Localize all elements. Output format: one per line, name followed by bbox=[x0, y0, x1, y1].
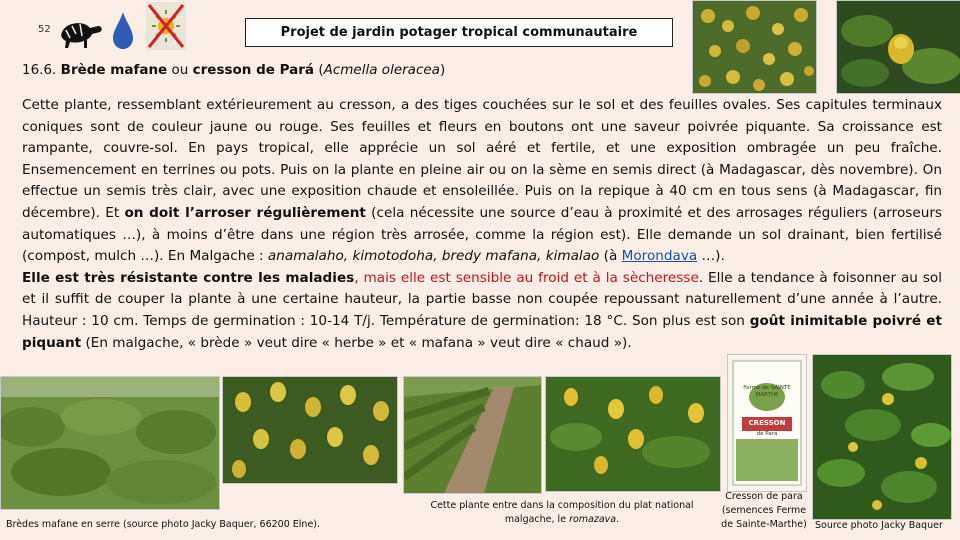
document-title bbox=[245, 18, 673, 47]
paragraph-resistance bbox=[22, 268, 942, 354]
text-run: (à bbox=[599, 248, 622, 265]
caption-greenhouse: Brèdes mafane en serre (source photo Jacky Baquer, 66200 Elne). bbox=[6, 519, 321, 530]
section-number: 16.6. bbox=[22, 62, 57, 78]
morondava-link[interactable]: Morondava bbox=[621, 248, 698, 265]
caption-dish bbox=[424, 499, 700, 527]
caption-text: Cette plante entre dans la composition du plat national malgache, le bbox=[430, 500, 694, 525]
tortoise-icon bbox=[58, 14, 104, 50]
garden-rows-photo bbox=[403, 376, 542, 494]
section-heading bbox=[22, 62, 445, 78]
packet-label: CRESSON bbox=[748, 419, 786, 427]
alt-common-name: cresson de Pará bbox=[192, 62, 315, 78]
text-run-red: , mais elle est sensible au froid et à la sècheresse bbox=[354, 269, 699, 286]
seed-packet-photo bbox=[727, 354, 807, 492]
text-run: (En malgache, « brède » veut dire « herbe » et « mafana » veut dire « chaud »). bbox=[81, 334, 632, 351]
paragraph-description bbox=[22, 95, 942, 268]
sci-close-paren: ) bbox=[439, 62, 446, 78]
title-text: Projet de jardin potager tropical communautaire bbox=[280, 25, 638, 40]
flower-closeup-photo bbox=[836, 0, 960, 94]
no-sun-icon bbox=[146, 2, 186, 50]
caption-text: . bbox=[616, 514, 620, 525]
flower-field-photo bbox=[692, 0, 817, 94]
text-run: …). bbox=[697, 248, 725, 265]
seedling-photo bbox=[812, 354, 952, 520]
text-run: . Elle a tendance à foisonner au sol et il suffit de couper la plante à une certaine hauteur, la partie basse non coupée repoussant naturellement d’une année à l’autre. Hauteur : 10 cm. Temps de germination : 10-14 T/j. Température de germination: 18 °C. Son plus est son bbox=[22, 269, 942, 329]
malagasy-names: anamalaho, kimotodoha, bredy mafana, kimalao bbox=[267, 248, 600, 265]
sci-open-paren: ( bbox=[318, 62, 324, 78]
scientific-name: Acmella oleracea bbox=[323, 62, 440, 78]
text-run-bold: Elle est très résistante contre les maladies bbox=[22, 269, 355, 286]
packet-sub: de Para bbox=[756, 431, 778, 437]
flower-heads-photo bbox=[222, 376, 398, 484]
text-run-bold: goût inimitable poivré et piquant bbox=[22, 312, 942, 351]
caption-photo-source: Source photo Jacky Baquer bbox=[815, 520, 943, 531]
page-number: 52 bbox=[38, 24, 51, 35]
yellow-flowers-photo bbox=[545, 376, 721, 492]
caption-seed-packet: Cresson de para (semences Ferme de Sainte-Marthe) bbox=[721, 491, 807, 530]
text-run: Cette plante, ressemblant extérieurement au cresson, a des tiges couchées sur le sol et des feuilles ovales. Ses capitules terminaux coniques sont de couleur jaune ou rouge. Ses feuilles et fleurs en boutons ont une saveur poivrée piquante. Sa croissance est rampante, couvre-sol. En pays tropical, elle apprécie un sol aéré et fertile, et une exposition ombragée un peu fraîche. Ensemencement en terrines ou pots. Puis on la plante en pleine air ou on la sème en semis direct (à Madagascar, dès novembre). On effectue un semis très clair, avec une exposition chaude et ensoleillée. Puis on la repique à 40 cm en tous sens (à Madagascar, fin décembre). Et bbox=[22, 97, 942, 221]
text-run-bold: on doit l’arroser régulièrement bbox=[124, 204, 366, 221]
greenhouse-photo bbox=[0, 376, 220, 510]
water-drop-icon bbox=[112, 10, 134, 50]
common-name: Brède mafane bbox=[60, 62, 168, 78]
text-run: (cela nécessite une source d’eau à proximité et des arrosages réguliers (arroseurs automatiques …), à moins d’être dans une région très arrosée, comme la région est). Elle demande un sol drainant, bien fertilisé (compost, mulch …). En Malgache : bbox=[22, 204, 942, 265]
dish-name: romazava bbox=[569, 514, 617, 525]
heading-connector: ou bbox=[171, 62, 189, 78]
packet-brand: Ferme de SAINTE MARTHE bbox=[743, 385, 791, 398]
body-text bbox=[22, 95, 942, 367]
